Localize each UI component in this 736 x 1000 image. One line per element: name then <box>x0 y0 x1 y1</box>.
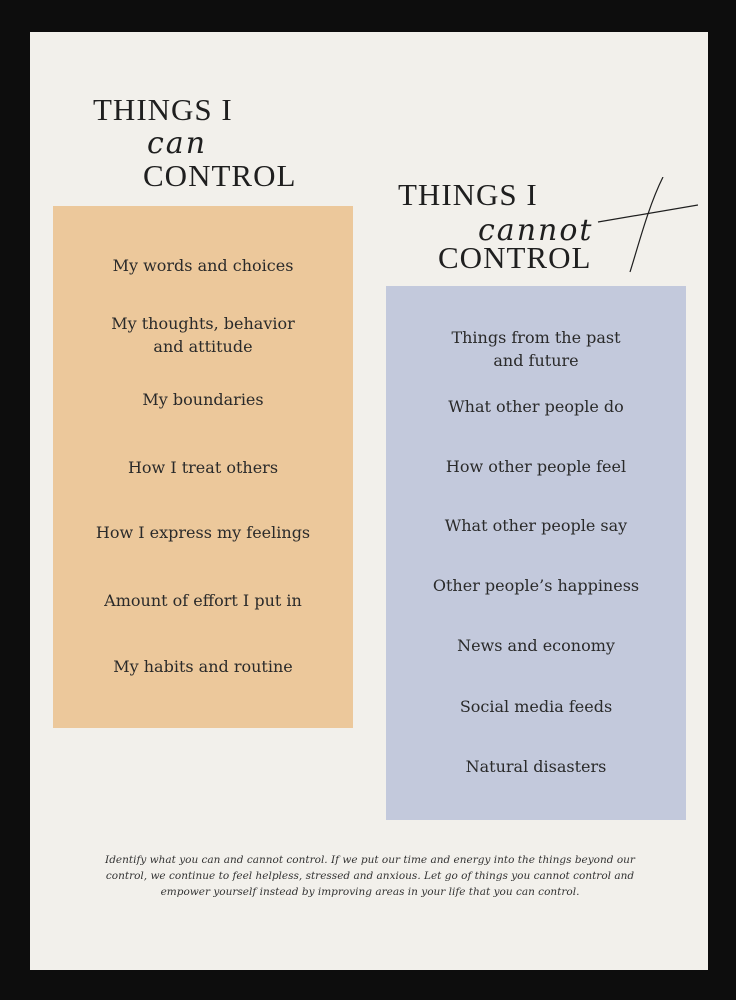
list-item: How I treat others <box>127 458 279 477</box>
list-item: My habits and routine <box>113 657 293 676</box>
list-item: What other people do <box>448 397 624 416</box>
list-item: My boundaries <box>142 390 264 409</box>
list-item: How other people feel <box>445 457 627 476</box>
poster <box>30 32 708 970</box>
heading-line2: CONTROL <box>143 158 297 193</box>
cannot-control-panel <box>386 286 686 820</box>
list-item: Natural disasters <box>465 757 607 776</box>
list-item: Things from the past and future <box>451 328 621 370</box>
list-item: What other people say <box>444 516 628 535</box>
heading-script-word: can <box>147 126 208 161</box>
heading-line1: THINGS I <box>93 92 233 127</box>
list-item: Other people’s happiness <box>432 576 640 595</box>
heading-things-i-can-control <box>93 92 353 222</box>
list-item: News and economy <box>457 636 615 655</box>
heading-line1: THINGS I <box>398 177 538 212</box>
heading-line2: CONTROL <box>438 240 592 275</box>
list-item: How I express my feelings <box>95 523 311 542</box>
list-item: Amount of effort I put in <box>104 591 302 610</box>
footer-note: Identify what you can and cannot control. If we put our time and energy into the things beyond our control, we continue to feel helpless, stressed and anxious. Let go of things you cannot control and empower yourself instead by improving areas in your life that you can control. <box>105 854 635 898</box>
list-item: My words and choices <box>112 256 294 275</box>
list-item: Social media feeds <box>459 697 613 716</box>
heading-script-word: cannot <box>478 213 594 248</box>
can-control-panel <box>53 206 353 728</box>
list-item: My thoughts, behavior and attitude <box>111 314 295 356</box>
